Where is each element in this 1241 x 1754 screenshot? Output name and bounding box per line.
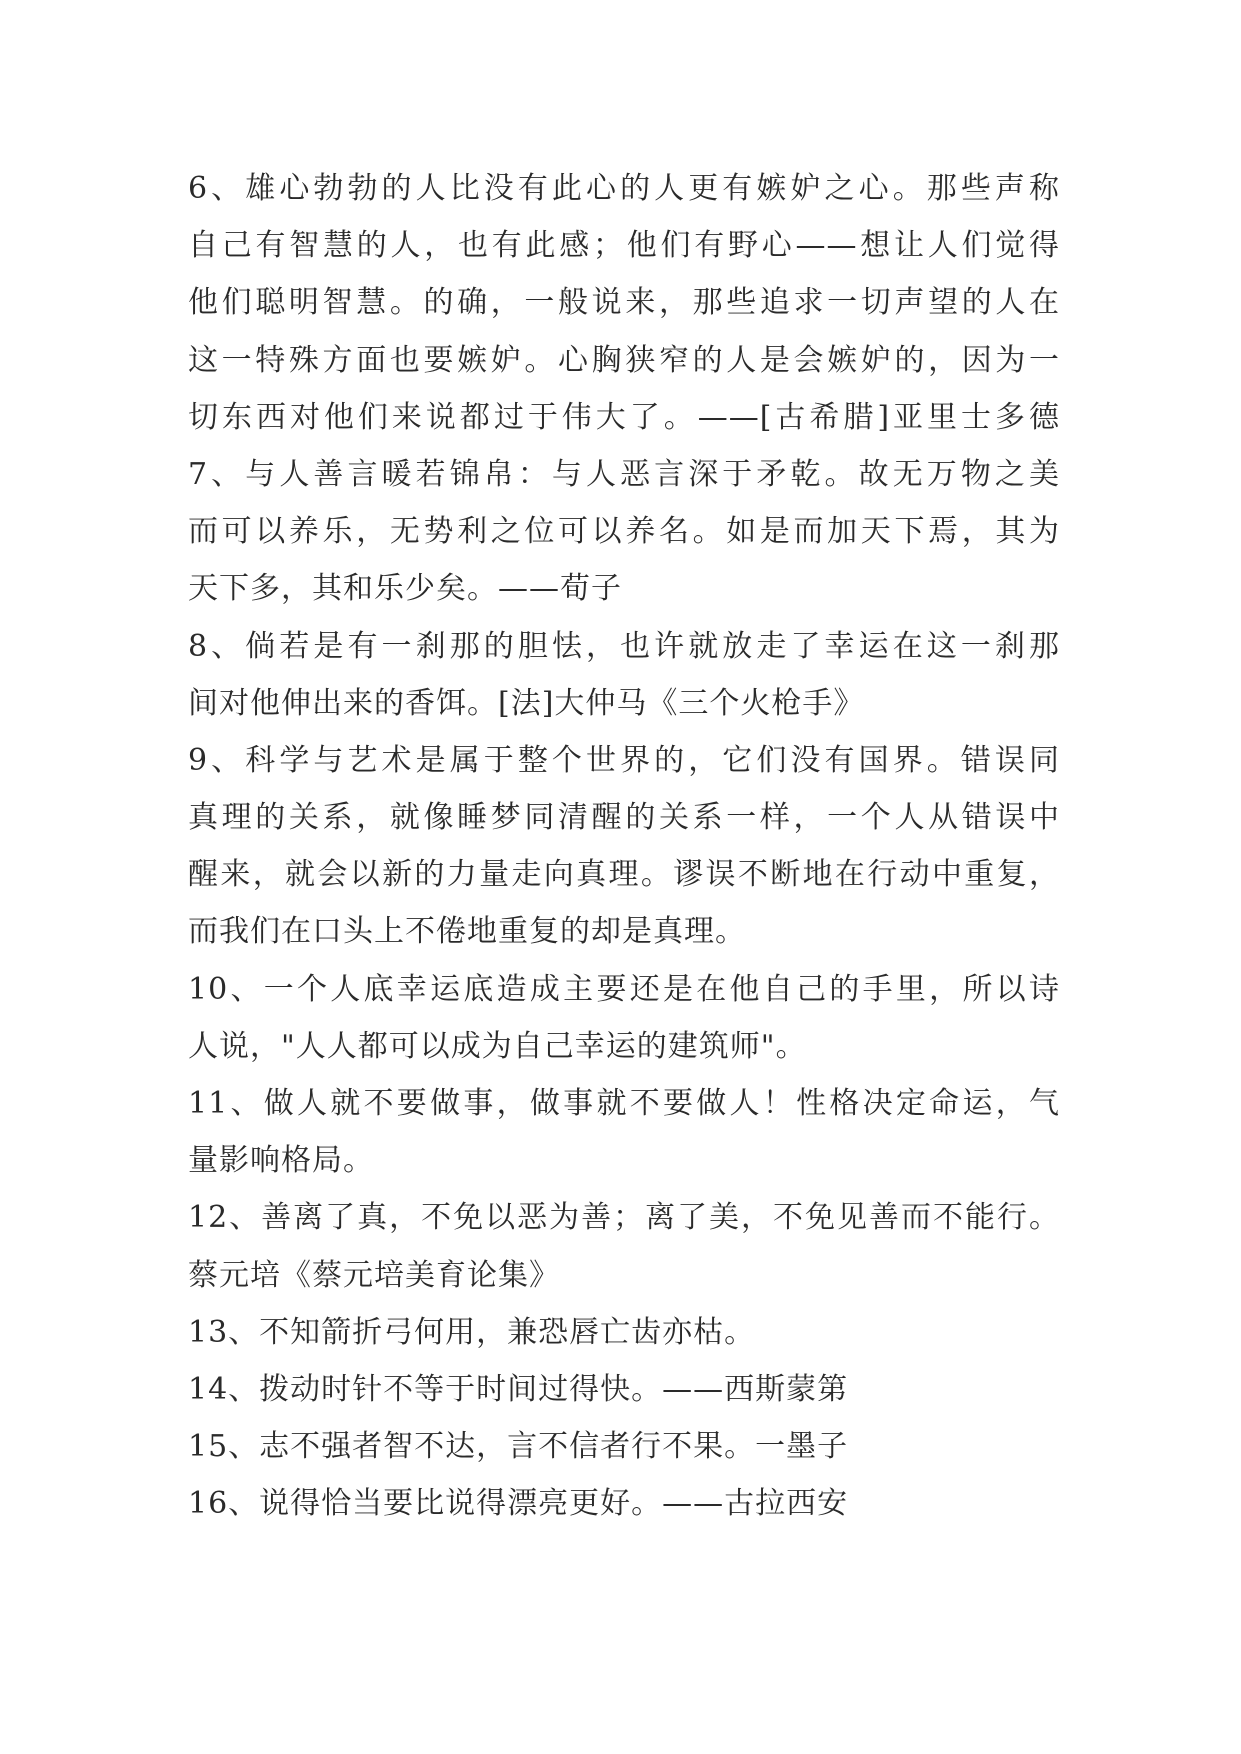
text-line: 15、志不强者智不达，言不信者行不果。一墨子 [188,1429,849,1465]
text-line: 量影响格局。 [188,1143,374,1179]
text-line: 14、拨动时针不等于时间过得快。——西斯蒙第 [188,1371,849,1407]
text-line: 醒来，就会以新的力量走向真理。谬误不断地在行动中重复， [188,857,1060,893]
text-line: 他们聪明智慧。的确，一般说来，那些追求一切声望的人在 [188,285,1060,321]
text-line: 而可以养乐，无势利之位可以养名。如是而加天下焉，其为 [188,514,1060,550]
text-line: 间对他伸出来的香饵。[法]大仲马《三个火枪手》 [188,685,865,721]
text-line: 12、善离了真，不免以恶为善；离了美，不免见善而不能行。 [188,1200,1060,1236]
text-line: 蔡元培《蔡元培美育论集》 [188,1257,560,1293]
text-line: 自己有智慧的人，也有此感；他们有野心——想让人们觉得 [188,228,1060,264]
text-line: 16、说得恰当要比说得漂亮更好。——古拉西安 [188,1486,849,1522]
text-line: 9、科学与艺术是属于整个世界的，它们没有国界。错误同 [188,742,1060,778]
text-line: 切东西对他们来说都过于伟大了。——[古希腊]亚里士多德 [188,399,1060,435]
text-line: 13、不知箭折弓何用，兼恐唇亡齿亦枯。 [188,1314,756,1350]
text-line: 而我们在口头上不倦地重复的却是真理。 [188,914,746,950]
quote-text-block [188,160,1060,1533]
text-line: 10、一个人底幸运底造成主要还是在他自己的手里，所以诗 [188,971,1060,1007]
text-line: 8、倘若是有一刹那的胆怯，也许就放走了幸运在这一刹那 [188,628,1060,664]
text-line: 11、做人就不要做事，做事就不要做人！性格决定命运，气 [188,1086,1060,1121]
text-line: 7、与人善言暖若锦帛：与人恶言深于矛乾。故无万物之美 [188,456,1060,492]
text-line: 天下多，其和乐少矣。——荀子 [188,571,622,607]
text-line: 人说，"人人都可以成为自己幸运的建筑师"。 [188,1028,807,1064]
text-line: 6、雄心勃勃的人比没有此心的人更有嫉妒之心。那些声称 [188,171,1060,206]
text-line: 这一特殊方面也要嫉妒。心胸狭窄的人是会嫉妒的，因为一 [188,342,1060,378]
text-line: 真理的关系，就像睡梦同清醒的关系一样，一个人从错误中 [188,800,1060,836]
